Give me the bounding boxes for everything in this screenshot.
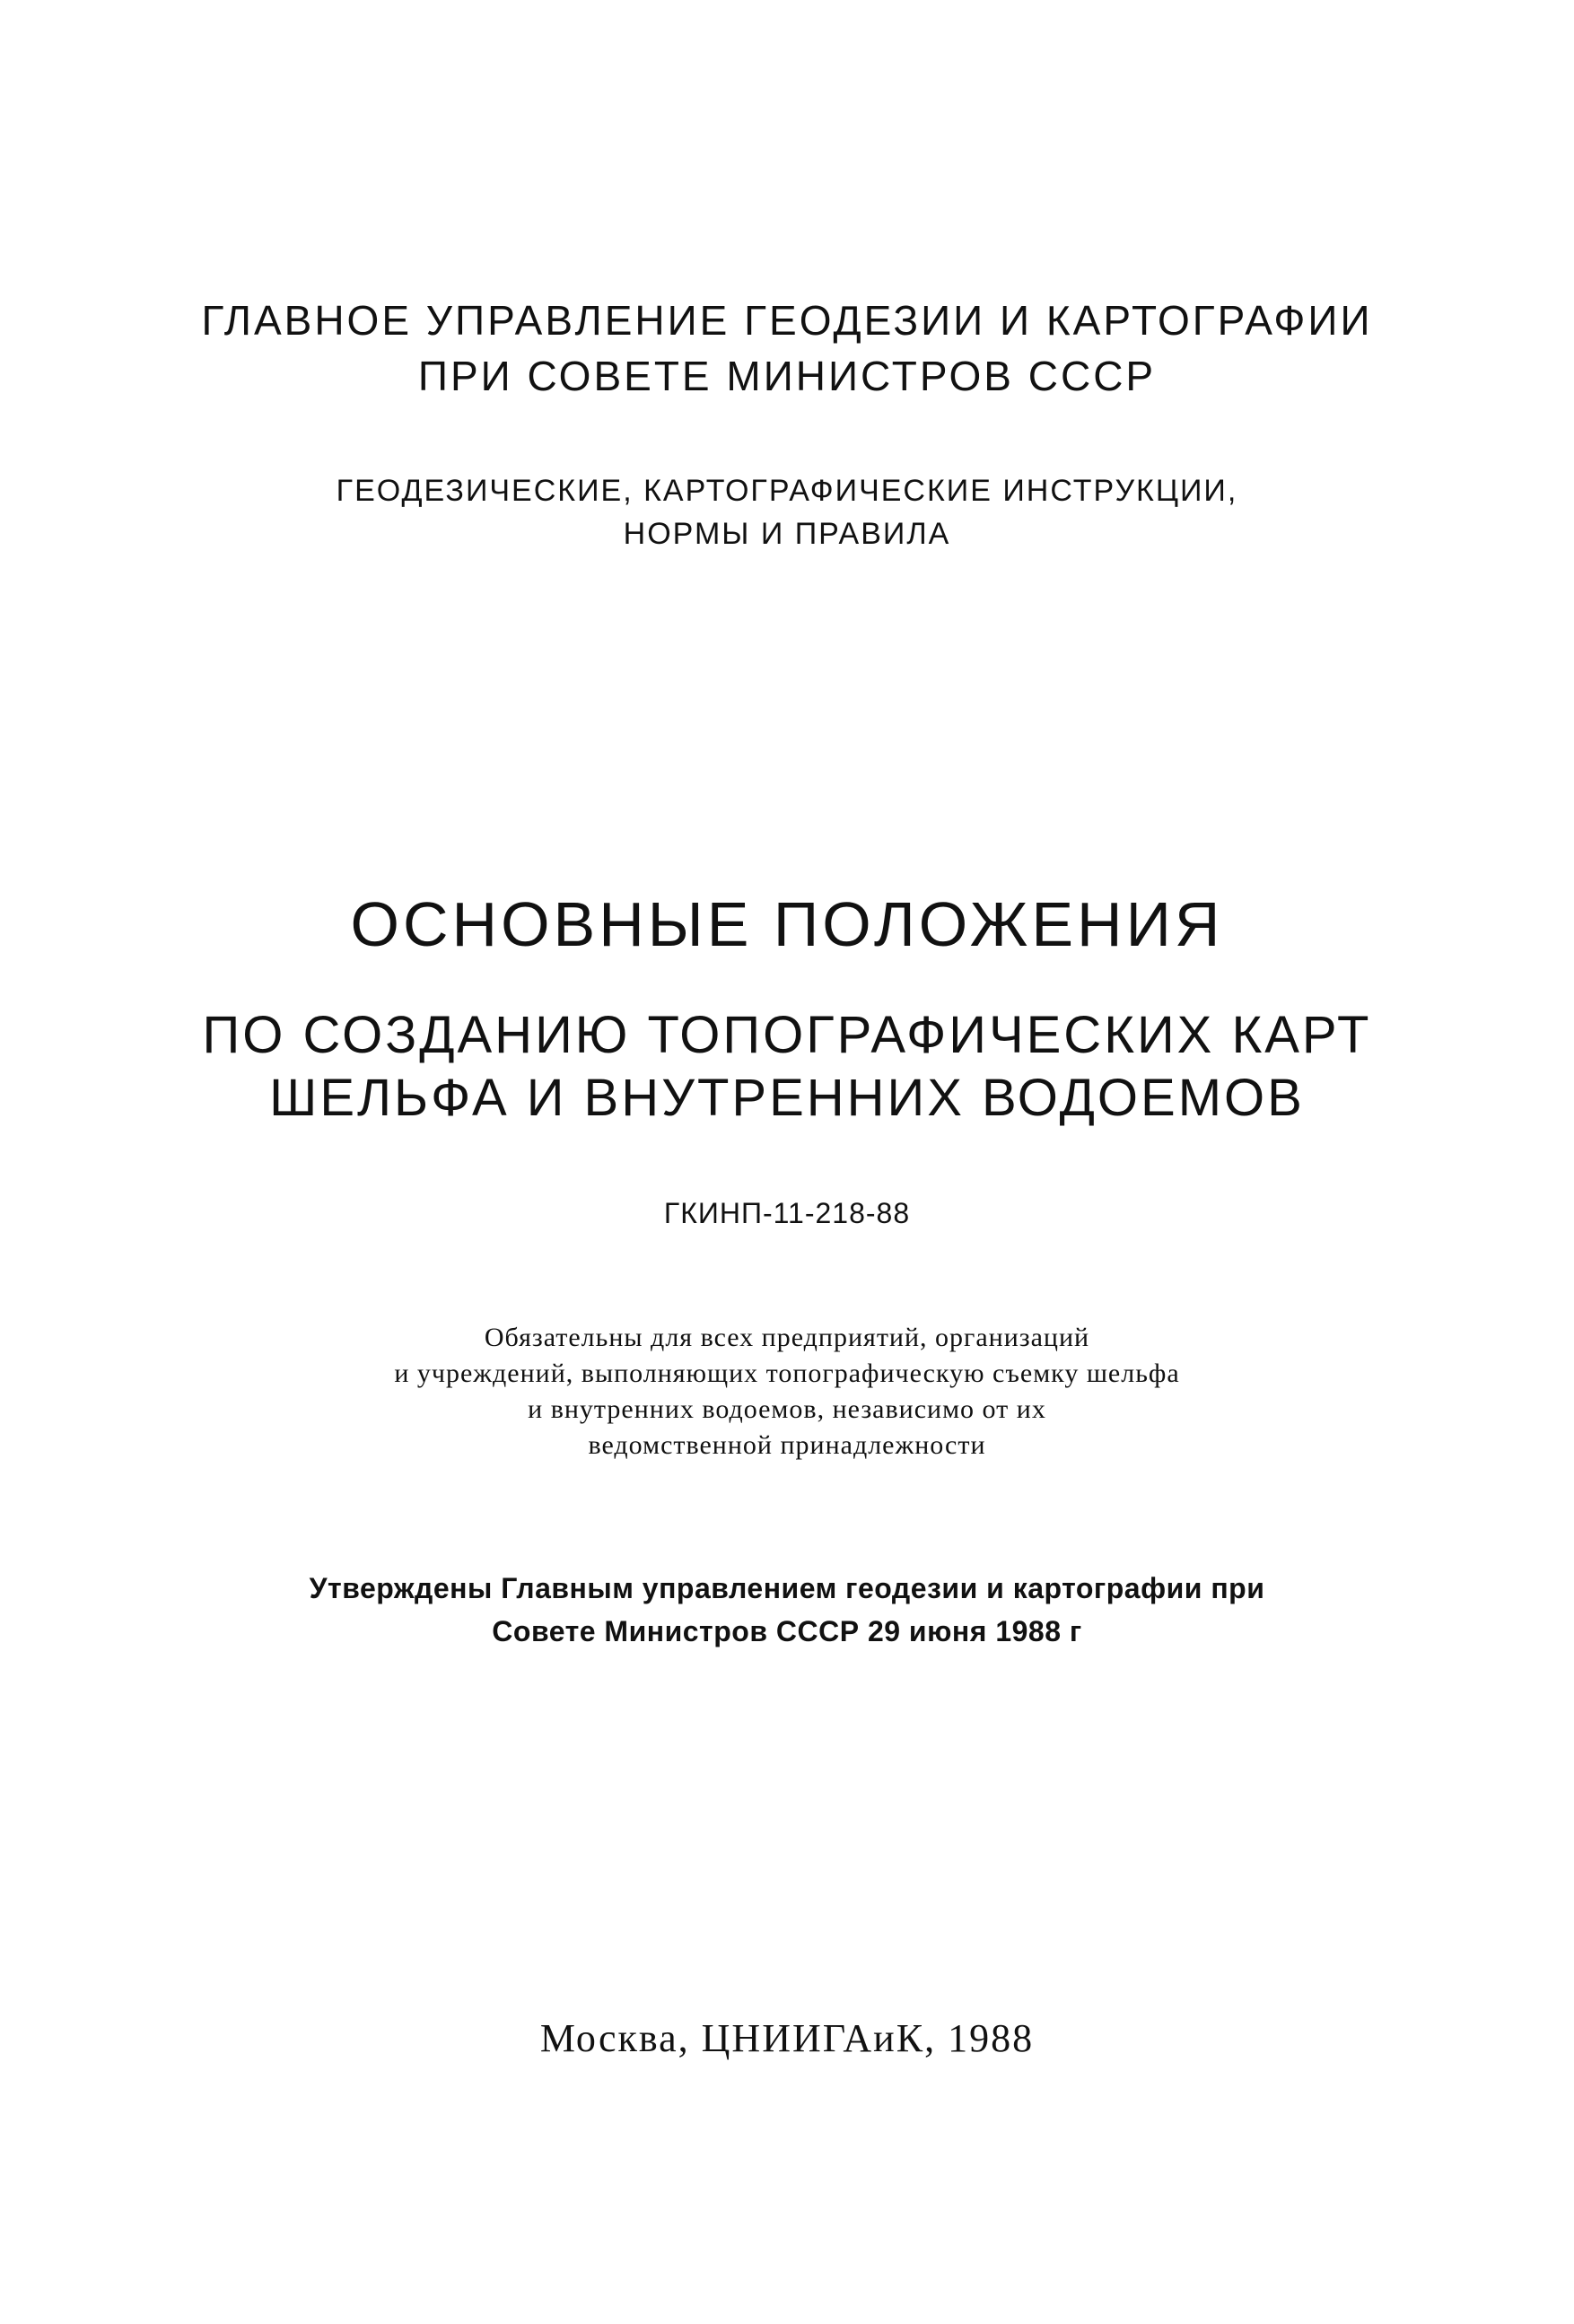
- document-code: ГКИНП-11-218-88: [663, 1197, 911, 1229]
- approval-line-2: Совете Министров СССР 29 июня 1988 г: [492, 1615, 1082, 1647]
- organization-line-2: ПРИ СОВЕТЕ МИНИСТРОВ СССР: [417, 353, 1157, 399]
- approval-line-1: Утверждены Главным управлением геодезии и картографии при: [309, 1572, 1265, 1604]
- series-line-1: ГЕОДЕЗИЧЕСКИЕ, КАРТОГРАФИЧЕСКИЕ ИНСТРУКЦИИ,: [336, 474, 1238, 508]
- document-subtitle-line-2: ШЕЛЬФА И ВНУТРЕННИХ ВОДОЕМОВ: [269, 1069, 1305, 1127]
- series-line-2: НОРМЫ И ПРАВИЛА: [623, 517, 951, 551]
- scope-line-1: Обязательны для всех предприятий, организаций: [484, 1323, 1090, 1352]
- document-subtitle-line-1: ПО СОЗДАНИЮ ТОПОГРАФИЧЕСКИХ КАРТ: [202, 1006, 1372, 1064]
- scope-line-2: и учреждений, выполняющих топографическую съемку шельфа: [394, 1359, 1180, 1388]
- scope-line-3: и внутренних водоемов, независимо от их: [528, 1394, 1046, 1424]
- imprint: Москва, ЦНИИГАиК, 1988: [539, 2016, 1035, 2060]
- scope-line-4: ведомственной принадлежности: [588, 1430, 986, 1460]
- document-title: ОСНОВНЫЕ ПОЛОЖЕНИЯ: [350, 889, 1224, 959]
- organization-line-1: ГЛАВНОЕ УПРАВЛЕНИЕ ГЕОДЕЗИИ И КАРТОГРАФИИ: [201, 297, 1373, 344]
